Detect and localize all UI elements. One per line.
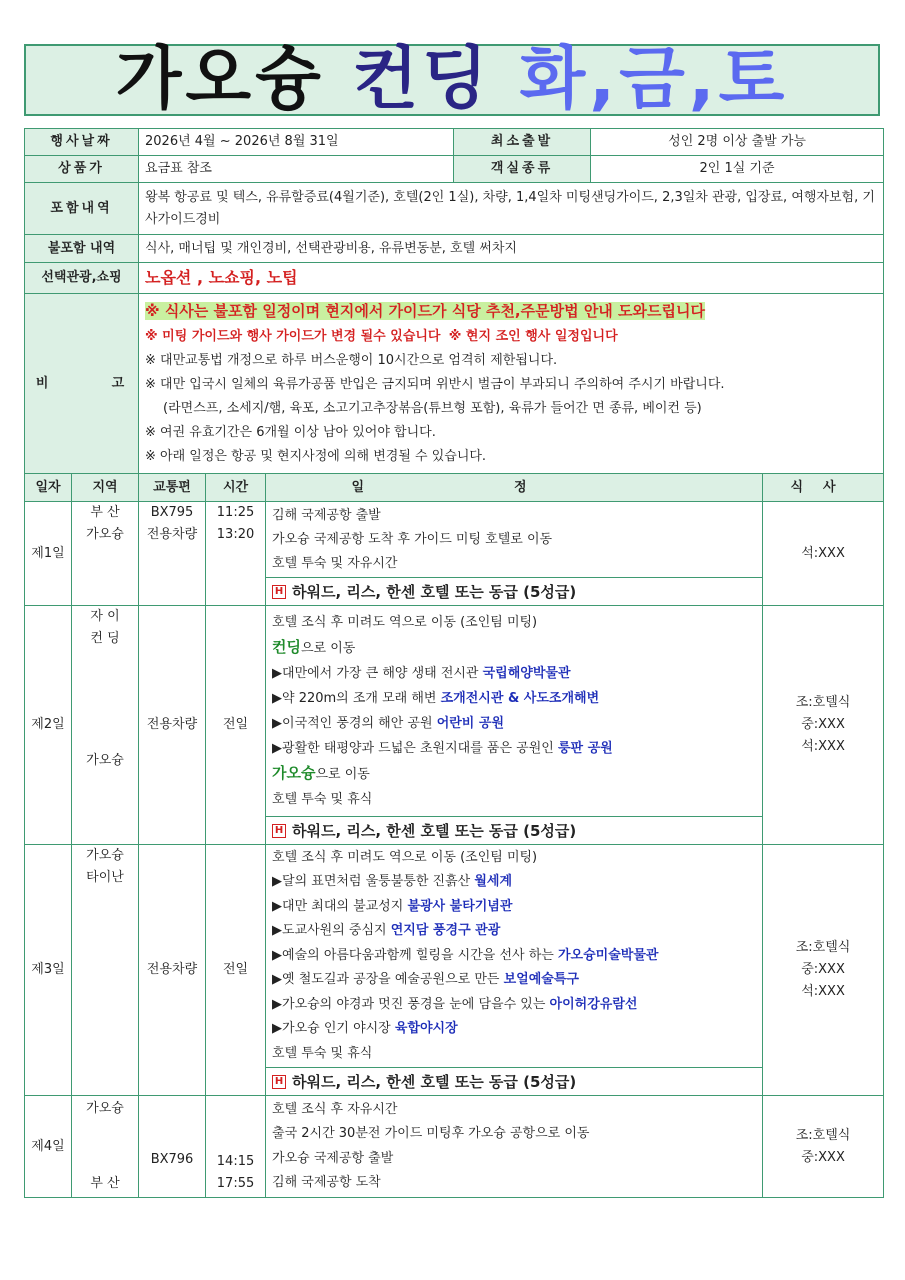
day3-text: ▶가오슝의 야경과 멋진 풍경을 눈에 담을수 있는: [272, 996, 550, 1012]
header-time: 시간: [206, 474, 266, 502]
min-departure-label: 최소출발: [454, 129, 591, 156]
remark-change: ※ 아래 일정은 항공 및 현지사정에 의해 변경될 수 있습니다.: [145, 448, 487, 464]
day1-hotel-text: 하워드, 리스, 한센 호텔 또는 동급 (5성급): [292, 582, 577, 601]
day3-hotel-text: 하워드, 리스, 한센 호텔 또는 동급 (5성급): [292, 1072, 577, 1091]
day2-line: [272, 736, 756, 761]
remark-meat-examples: (라면스프, 소세지/햄, 육포, 소고기고추장볶음(튜브형 포함), 육류가 들어간 면 종류, 베이컨 등): [163, 400, 702, 416]
day2-line: [272, 635, 756, 661]
min-departure-value: 성인 2명 이상 출발 가능: [591, 129, 884, 156]
day1-label: 제1일: [25, 502, 72, 606]
title-banner: [24, 40, 880, 119]
day4-time-depart: 14:15: [216, 1154, 255, 1169]
day3-line: [272, 1017, 756, 1042]
remarks-label: [25, 294, 139, 474]
title-days: 화,금,토: [519, 40, 789, 119]
day2-place: 컨딩: [272, 638, 301, 656]
day3-attraction: 보얼예술특구: [503, 972, 579, 988]
day4-time: [206, 1096, 266, 1198]
price-value: 요금표 참조: [139, 156, 454, 183]
day2-label: 제2일: [25, 606, 72, 845]
day3-line: [272, 944, 756, 969]
schedule-header: [25, 474, 884, 502]
remark-passport: ※ 여권 유효기간은 6개월 이상 남아 있어야 합니다.: [145, 424, 436, 440]
day4-transport: BX796: [139, 1096, 206, 1198]
day2-place: 가오슝: [272, 764, 316, 782]
day2-schedule: [266, 606, 763, 817]
day2-attraction: 어란비 공원: [436, 716, 505, 731]
day2-dinner: 석:XXX: [801, 739, 845, 754]
day4-line: 김해 국제공항 도착: [272, 1175, 381, 1190]
day2-area-2: 컨 딩: [90, 631, 120, 646]
day3-line: [272, 895, 756, 920]
day1-flight: BX795: [150, 505, 194, 520]
room-label: 객실종류: [454, 156, 591, 183]
dates-label: 행사날짜: [25, 129, 139, 156]
day1-area: [72, 502, 139, 606]
header-day: 일자: [25, 474, 72, 502]
day3-line: 호텔 투숙 및 휴식: [272, 1045, 373, 1061]
day2-meal: [763, 606, 884, 845]
remarks-label-2: 고: [111, 375, 128, 391]
day3-lunch: 중:XXX: [801, 962, 845, 977]
day2-text: ▶광활한 태평양과 드넓은 초원지대를 품은 공원인: [272, 741, 558, 756]
day2-line: [272, 711, 756, 736]
page-title: [115, 40, 789, 119]
day2-line: [272, 686, 756, 711]
remarks-cell: [139, 294, 884, 474]
day3-line: [272, 870, 756, 895]
day3-text: ▶대만 최대의 불교성지: [272, 898, 408, 914]
day3-label: 제3일: [25, 845, 72, 1096]
hotel-icon: H: [272, 1075, 286, 1089]
day1-line: 호텔 투숙 및 자유시간: [272, 555, 398, 571]
day4-lunch: 중:XXX: [801, 1149, 845, 1165]
day2-line: [272, 761, 756, 787]
include-value: 왕복 항공료 및 텍스, 유류할증료(4월기준), 호텔(2인 1실), 차량, 1,4일차 미팅샌딩가이드, 2,3일차 관광, 입장료, 여행자보험, 기사가이드경비: [139, 183, 884, 235]
hotel-icon: H: [272, 585, 286, 599]
day1-time-arrive: 13:20: [216, 527, 255, 542]
header-schedule: 일정: [266, 474, 763, 502]
header-area: 지역: [72, 474, 139, 502]
day2-time: 전일: [206, 606, 266, 845]
day1-meal: 석:XXX: [763, 502, 884, 606]
day2-attraction: 국립해양박물관: [482, 666, 571, 681]
day2-hotel-text: 하워드, 리스, 한센 호텔 또는 동급 (5성급): [292, 821, 577, 840]
header-meal: 식사: [763, 474, 884, 502]
day1-vehicle: 전용차량: [146, 527, 198, 542]
day4-area-from: 가오슝: [86, 1101, 124, 1116]
option-value: 노옵션 , 노쇼핑, 노팁: [139, 263, 884, 294]
hotel-icon: H: [272, 824, 286, 838]
day3-schedule: [266, 845, 763, 1068]
exclude-label: 불포함 내역: [25, 235, 139, 263]
day2-line: 호텔 투숙 및 휴식: [272, 792, 373, 807]
day4-line: 출국 2시간 30분전 가이드 미팅후 가오슝 공항으로 이동: [272, 1126, 590, 1141]
day3-area-2: 타이난: [86, 870, 124, 885]
day2-text: ▶대만에서 가장 큰 해양 생태 전시관: [272, 666, 483, 681]
day3-text: ▶옛 철도길과 공장을 예술공원으로 만든: [272, 972, 504, 988]
day2-lunch: 중:XXX: [801, 717, 845, 732]
title-city: 가오슝: [115, 40, 325, 119]
header-transport: 교통편: [139, 474, 206, 502]
remark-join: ※ 현지 조인 행사 일정입니다: [448, 328, 618, 344]
remarks-label-1: 비: [35, 375, 52, 391]
remark-traffic: ※ 대만교통법 개정으로 하루 버스운행이 10시간으로 엄격히 제한됩니다.: [145, 352, 558, 368]
day3-hotel: [266, 1068, 763, 1096]
day3-line: [272, 993, 756, 1018]
day1-line: 가오슝 국제공항 도착 후 가이드 미팅 호텔로 이동: [272, 531, 553, 547]
day3-time: 전일: [206, 845, 266, 1096]
day3-text: ▶도교사원의 중심지: [272, 923, 391, 939]
remark-meal: ※ 식사는 불포함 일정이며 현지에서 가이드가 식당 추천,주문방법 안내 도와드립니다: [145, 301, 705, 320]
day4-area: [72, 1096, 139, 1198]
day3-line: [272, 919, 756, 944]
title-region: 컨딩: [352, 40, 492, 119]
day3-attraction: 육합야시장: [394, 1021, 458, 1037]
day3-attraction: 가오슝미술박물관: [557, 947, 659, 963]
day1-time-depart: 11:25: [216, 505, 255, 520]
day2-text: ▶약 220m의 조개 모래 해변: [272, 691, 441, 706]
day2-text: ▶이국적인 풍경의 해안 공원: [272, 716, 437, 731]
day2-attraction: 조개전시관 & 사도조개해변: [440, 691, 600, 706]
day4-label: 제4일: [25, 1096, 72, 1198]
day3-breakfast: 조:호텔식: [795, 940, 851, 955]
day2-hotel: [266, 817, 763, 845]
day4-breakfast: 조:호텔식: [795, 1127, 851, 1143]
itinerary-table: [24, 128, 884, 1198]
day3-line: [272, 968, 756, 993]
day3-text: ▶달의 표면처럼 울퉁불퉁한 진흙산: [272, 874, 475, 890]
day3-line: 호텔 조식 후 미려도 역으로 이동 (조인팀 미팅): [272, 849, 538, 865]
remark-meat: ※ 대만 입국시 일체의 육류가공품 반입은 금지되며 위반시 벌금이 부과되니 주의하여 주시기 바랍니다.: [145, 376, 725, 392]
day1-hotel: [266, 578, 763, 606]
day4-line: 호텔 조식 후 자유시간: [272, 1101, 398, 1117]
room-value: 2인 1실 기준: [591, 156, 884, 183]
day4-time-arrive: 17:55: [216, 1176, 255, 1191]
day2-area-1: 자 이: [90, 609, 120, 624]
day4-schedule: [266, 1096, 763, 1198]
day3-attraction: 불광사 불타기념관: [407, 898, 513, 914]
day1-schedule: [266, 502, 763, 578]
price-label: 상품가: [25, 156, 139, 183]
day4-meal: [763, 1096, 884, 1198]
day4-line: 가오슝 국제공항 출발: [272, 1150, 394, 1166]
exclude-value: 식사, 매너팁 및 개인경비, 선택관광비용, 유류변동분, 호텔 써차지: [139, 235, 884, 263]
day1-row: [25, 502, 884, 578]
day3-text: ▶가오슝 인기 야시장: [272, 1021, 395, 1037]
day1-time: [206, 502, 266, 606]
day4-area-to: 부 산: [90, 1176, 120, 1191]
include-label: 포함내역: [25, 183, 139, 235]
day1-area-from: 부 산: [90, 505, 120, 520]
day3-meal: [763, 845, 884, 1096]
day3-row: [25, 845, 884, 1068]
day2-text: 으로 이동: [301, 641, 356, 656]
day2-attraction: 룽판 공원: [557, 741, 613, 756]
day1-line: 김해 국제공항 출발: [272, 507, 381, 523]
day2-row: [25, 606, 884, 817]
day2-line: 호텔 조식 후 미려도 역으로 이동 (조인팀 미팅): [272, 615, 538, 630]
day4-row: [25, 1096, 884, 1198]
remark-guide: ※ 미팅 가이드와 행사 가이드가 변경 될수 있습니다: [145, 328, 441, 344]
dates-value: 2026년 4월 ~ 2026년 8월 31일: [139, 129, 454, 156]
day3-attraction: 아이허강유람선: [549, 996, 638, 1012]
day2-area-3: 가오슝: [86, 753, 124, 768]
option-label: 선택관광,쇼핑: [25, 263, 139, 294]
day2-text: 으로 이동: [315, 767, 370, 782]
day3-area-1: 가오슝: [86, 848, 124, 863]
day1-area-to: 가오슝: [86, 527, 124, 542]
day3-dinner: 석:XXX: [801, 984, 845, 999]
day2-line: [272, 661, 756, 686]
day2-transport: 전용차량: [139, 606, 206, 845]
day2-area: [72, 606, 139, 845]
day3-text: ▶예술의 아름다움과함께 힐링을 시간을 선사 하는: [272, 947, 558, 963]
day3-transport: 전용차량: [139, 845, 206, 1096]
day3-attraction: 월세계: [474, 874, 513, 890]
day3-area: [72, 845, 139, 1096]
day2-breakfast: 조:호텔식: [795, 695, 851, 710]
day3-attraction: 연지담 풍경구 관광: [390, 923, 501, 939]
day1-transport: [139, 502, 206, 606]
